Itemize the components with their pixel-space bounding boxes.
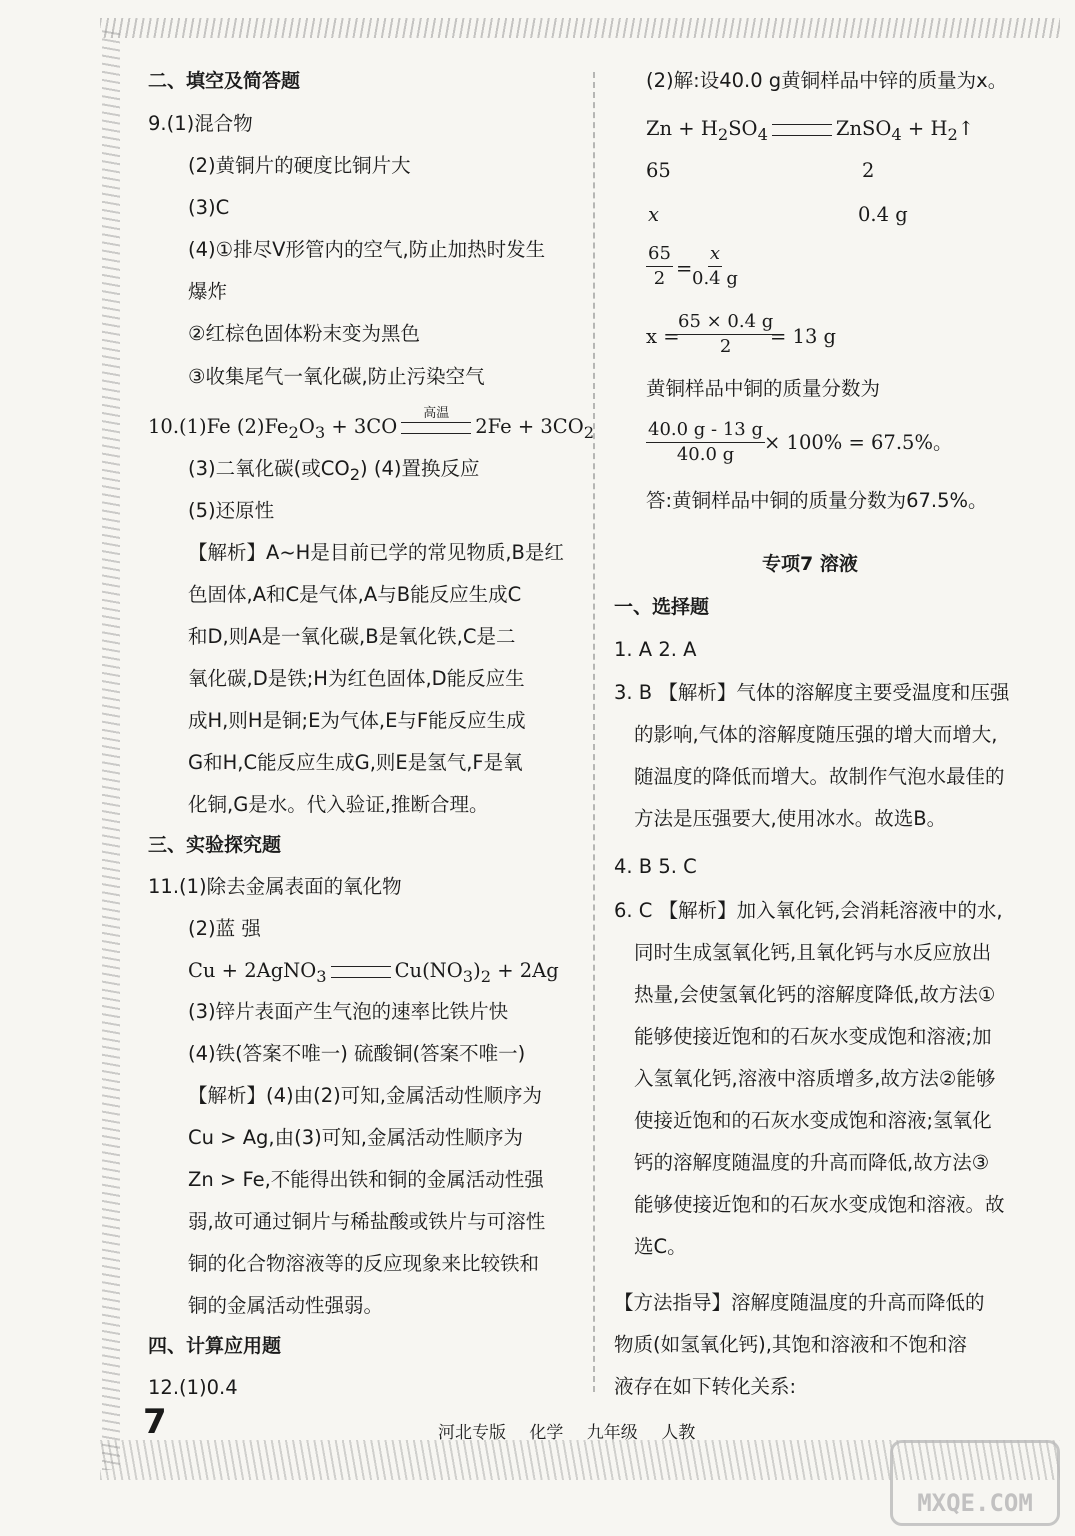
analysis-line: 成H,则H是铜;E为气体,E与F能反应生成 [188, 709, 526, 732]
fraction-copper: $\frac{40.0 g - 13 g}{40.0 g}$ [648, 419, 763, 465]
q9-4c: ②红棕色固体粉末变为黑色 [188, 322, 420, 345]
answers-1-2: 1. A 2. A [614, 638, 697, 661]
analysis-line: 方法是压强要大,使用冰水。故选B。 [634, 807, 947, 830]
q12-2: (2)解:设40.0 g黄铜样品中锌的质量为x。 [646, 69, 1008, 92]
watermark-text: MXQE.COM [917, 1489, 1033, 1517]
analysis-line: 使接近饱和的石灰水变成饱和溶液;氢氧化 [634, 1109, 992, 1132]
q9-4a: (4)①排尽V形管内的空气,防止加热时发生 [188, 238, 546, 261]
analysis-line: 入氢氧化钙,溶液中溶质增多,故方法②能够 [634, 1067, 996, 1090]
topic-title: 专项7 溶液 [762, 553, 858, 575]
method-line: 【方法指导】溶解度随温度的升高而降低的 [614, 1291, 985, 1314]
analysis-line: G和H,C能反应生成G,则E是氢气,F是氧 [188, 751, 523, 774]
page-number: 7 [143, 1402, 167, 1442]
method-line: 液存在如下转化关系: [614, 1375, 797, 1398]
q12-1: 12.(1)0.4 [148, 1376, 238, 1399]
x-equals: x = [646, 325, 680, 348]
equals-sign: = [676, 257, 693, 280]
ratio-65: 65 [646, 159, 671, 182]
x-result: = 13 g [770, 325, 837, 348]
method-line: 物质(如氢氧化钙),其饱和溶液和不饱和溶 [614, 1333, 967, 1356]
analysis-line: 【解析】(4)由(2)可知,金属活动性顺序为 [188, 1084, 542, 1107]
analysis-line: 和D,则A是一氧化碳,B是氧化铁,C是二 [188, 625, 516, 648]
fraction-x-mass: $\frac{x}{0.4 g}$ [692, 243, 738, 289]
section-title-fill: 二、填空及简答题 [148, 70, 301, 92]
analysis-line: 能够使接近饱和的石灰水变成饱和溶液。故 [634, 1193, 1005, 1216]
ratio-mass: 0.4 g [858, 203, 908, 226]
analysis-line: 铜的金属活动性强弱。 [188, 1294, 384, 1317]
q9-4b: 爆炸 [188, 280, 228, 303]
analysis-line: 弱,故可通过铜片与稀盐酸或铁片与可溶性 [188, 1210, 546, 1233]
fraction-65-2: $\frac{65}{2}$ [648, 243, 671, 289]
section-title-choice: 一、选择题 [614, 596, 710, 618]
analysis-line: 的影响,气体的溶解度随压强的增大而增大, [634, 723, 998, 746]
watermark-logo [890, 1440, 1060, 1526]
q11-4: (4)铁(答案不唯一) 硫酸铜(答案不唯一) [188, 1042, 526, 1065]
section-title-calc: 四、计算应用题 [148, 1335, 282, 1357]
analysis-line: 能够使接近饱和的石灰水变成饱和溶液;加 [634, 1025, 992, 1048]
q9-2: (2)黄铜片的硬度比铜片大 [188, 154, 411, 177]
final-answer: 答:黄铜样品中铜的质量分数为67.5%。 [646, 489, 988, 512]
analysis-line: Cu > Ag,由(3)可知,金属活动性顺序为 [188, 1126, 523, 1149]
percent-result: × 100% = 67.5%。 [764, 431, 953, 454]
q10-3: (5)还原性 [188, 499, 275, 522]
zn-equation: $Zn + H_2SO_4$ ZnSO$_4$ + $H_2↑$ [646, 117, 975, 144]
fraction-x-calc: $\frac{65 \times 0.4 g}{2}$ [678, 311, 774, 357]
reaction-arrow [331, 966, 391, 978]
q9-4d: ③收集尾气一氧化碳,防止污染空气 [188, 365, 485, 388]
ratio-2: 2 [862, 159, 875, 182]
analysis-line: 色固体,A和C是气体,A与B能反应生成C [188, 583, 522, 606]
analysis-line: 同时生成氢氧化钙,且氧化钙与水反应放出 [634, 941, 992, 964]
mass-fraction-label: 黄铜样品中铜的质量分数为 [646, 377, 881, 400]
analysis-line: 氧化碳,D是铁;H为红色固体,D能反应生 [188, 667, 525, 690]
analysis-line: 热量,会使氢氧化钙的溶解度降低,故方法① [634, 983, 996, 1006]
reaction-arrow [772, 124, 832, 136]
section-title-experiment: 三、实验探究题 [148, 834, 282, 856]
q11-equation: Cu + 2AgNO$_3$ $Cu(NO_3)_2 + 2Ag$ [188, 959, 559, 986]
ratio-x: x [648, 203, 659, 226]
column-divider [593, 72, 596, 1392]
analysis-line: 随温度的降低而增大。故制作气泡水最佳的 [634, 765, 1005, 788]
q11-2: (2)蓝 强 [188, 917, 261, 940]
analysis-line: 铜的化合物溶液等的反应现象来比较铁和 [188, 1252, 540, 1275]
analysis-line: Zn > Fe,不能得出铁和铜的金属活动性强 [188, 1168, 544, 1191]
analysis-line: 3. B 【解析】气体的溶解度主要受温度和压强 [614, 681, 1010, 704]
q11-3: (3)锌片表面产生气泡的速率比铁片快 [188, 1000, 509, 1023]
footer-text: 河北专版 化学 九年级 人教 [438, 1423, 696, 1443]
q11-1: 11.(1)除去金属表面的氧化物 [148, 875, 402, 898]
q10-2: (3)二氧化碳(或$CO_2$) (4)置换反应 [188, 457, 480, 484]
analysis-line: 选C。 [634, 1235, 687, 1258]
analysis-line: 化铜,G是水。代入验证,推断合理。 [188, 793, 489, 816]
analysis-line: 钙的溶解度随温度的升高而降低,故方法③ [634, 1151, 990, 1174]
q10-equation: 10.(1)Fe $(2)Fe_2O_3 + 3CO$ 高温 $2Fe + 3CO_2$ [148, 405, 595, 442]
reaction-arrow: 高温 [401, 422, 471, 434]
q9-3: (3)C [188, 196, 230, 219]
q9-1: 9.(1)混合物 [148, 112, 253, 135]
page-border-top [100, 18, 1060, 38]
analysis-line: 【解析】A~H是目前已学的常见物质,B是红 [188, 541, 564, 564]
answers-4-5: 4. B 5. C [614, 855, 697, 878]
page-border-left [102, 30, 120, 1470]
analysis-line: 6. C 【解析】加入氧化钙,会消耗溶液中的水, [614, 899, 1003, 922]
